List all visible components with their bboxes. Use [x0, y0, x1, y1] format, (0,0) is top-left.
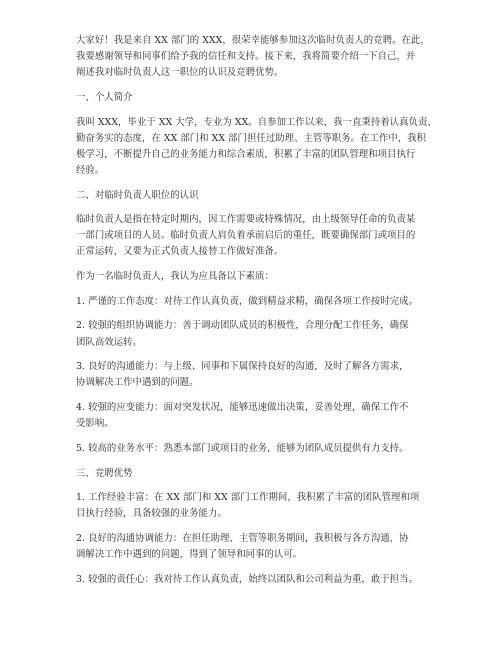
- quality-item-1: [76, 294, 448, 310]
- document-body: [76, 33, 448, 596]
- text-line: 2. 良好的沟通协调能力：在担任助理、主管等职务期间，我积极与各方沟通，协: [76, 532, 409, 544]
- qualities-intro-paragraph: [76, 269, 448, 285]
- text-line: 1. 严谨的工作态度：对待工作认真负责，做到精益求精，确保各项工作按时完成。: [76, 295, 418, 307]
- advantage-item-1: [76, 490, 448, 522]
- text-line: 我叫 XXX，毕业于 XX 大学，专业为 XX。自参加工作以来，我一直秉持着认真负责、: [76, 116, 437, 128]
- text-line: 极学习，不断提升自己的业务能力和综合素质，积累了丰富的团队管理和项目执行: [76, 148, 416, 160]
- text-line: 调解决工作中遇到的问题，得到了领导和同事的认可。: [76, 549, 303, 561]
- text-line: 一部门或项目的人员。临时负责人肩负着承前启后的重任，既要确保部门或项目的: [76, 230, 416, 242]
- role-definition-paragraph: [76, 212, 448, 260]
- text-line: 4. 较强的应变能力：面对突发状况，能够迅速做出决策，妥善处理，确保工作不: [76, 402, 409, 414]
- text-line: 经验。: [76, 164, 105, 176]
- heading-text: 三、竞聘优势: [76, 467, 133, 479]
- quality-item-2: [76, 318, 448, 350]
- text-line: 3. 较强的责任心：我对待工作认真负责，始终以团队和公司利益为重，敢于担当。: [76, 573, 418, 585]
- intro-paragraph: [76, 33, 448, 81]
- section-heading-personal-intro: [76, 90, 448, 106]
- quality-item-3: [76, 359, 448, 391]
- section-heading-role-understanding: [76, 188, 448, 204]
- text-line: 3. 良好的沟通能力：与上级、同事和下属保持良好的沟通，及时了解各方需求，: [76, 361, 409, 373]
- heading-text: 二、对临时负责人职位的认识: [76, 189, 199, 201]
- section-heading-advantages: [76, 466, 448, 482]
- text-line: 2. 较强的组织协调能力：善于调动团队成员的积极性，合理分配工作任务，确保: [76, 320, 409, 332]
- advantage-item-2: [76, 531, 448, 563]
- text-line: 临时负责人是指在特定时期内，因工作需要或特殊情况，由上级领导任命的负责某: [76, 214, 416, 226]
- heading-text: 一、个人简介: [76, 91, 133, 103]
- text-line: 作为一名临时负责人，我认为应具备以下素质：: [76, 271, 274, 283]
- personal-intro-paragraph: [76, 115, 448, 179]
- text-line: 5. 较高的业务水平：熟悉本部门或项目的业务，能够为团队成员提供有力支持。: [76, 442, 409, 454]
- quality-item-5: [76, 441, 448, 457]
- advantage-item-3: [76, 572, 448, 588]
- text-line: 团队高效运转。: [76, 336, 142, 348]
- quality-item-4: [76, 400, 448, 432]
- text-line: 大家好！我是来自 XX 部门的 XXX，很荣幸能够参加这次临时负责人的竞聘。在此，: [76, 35, 430, 46]
- text-line: 阐述我对临时负责人这一职位的认识及竞聘优势。: [76, 67, 284, 79]
- text-line: 1. 工作经验丰富：在 XX 部门和 XX 部门工作期间，我积累了丰富的团队管理和项: [76, 492, 420, 504]
- text-line: 正常运转，又要为正式负责人接替工作做好准备。: [76, 246, 284, 258]
- text-line: 协调解决工作中遇到的问题。: [76, 377, 199, 389]
- text-line: 目执行经验，具备较强的业务能力。: [76, 508, 227, 520]
- text-line: 勤奋务实的态度，在 XX 部门和 XX 部门担任过助理、主管等职务。在工作中，我积: [76, 132, 427, 144]
- text-line: 受影响。: [76, 418, 114, 430]
- text-line: 我要感谢领导和同事们给予我的信任和支持。接下来，我将简要介绍一下自己，并: [76, 51, 416, 63]
